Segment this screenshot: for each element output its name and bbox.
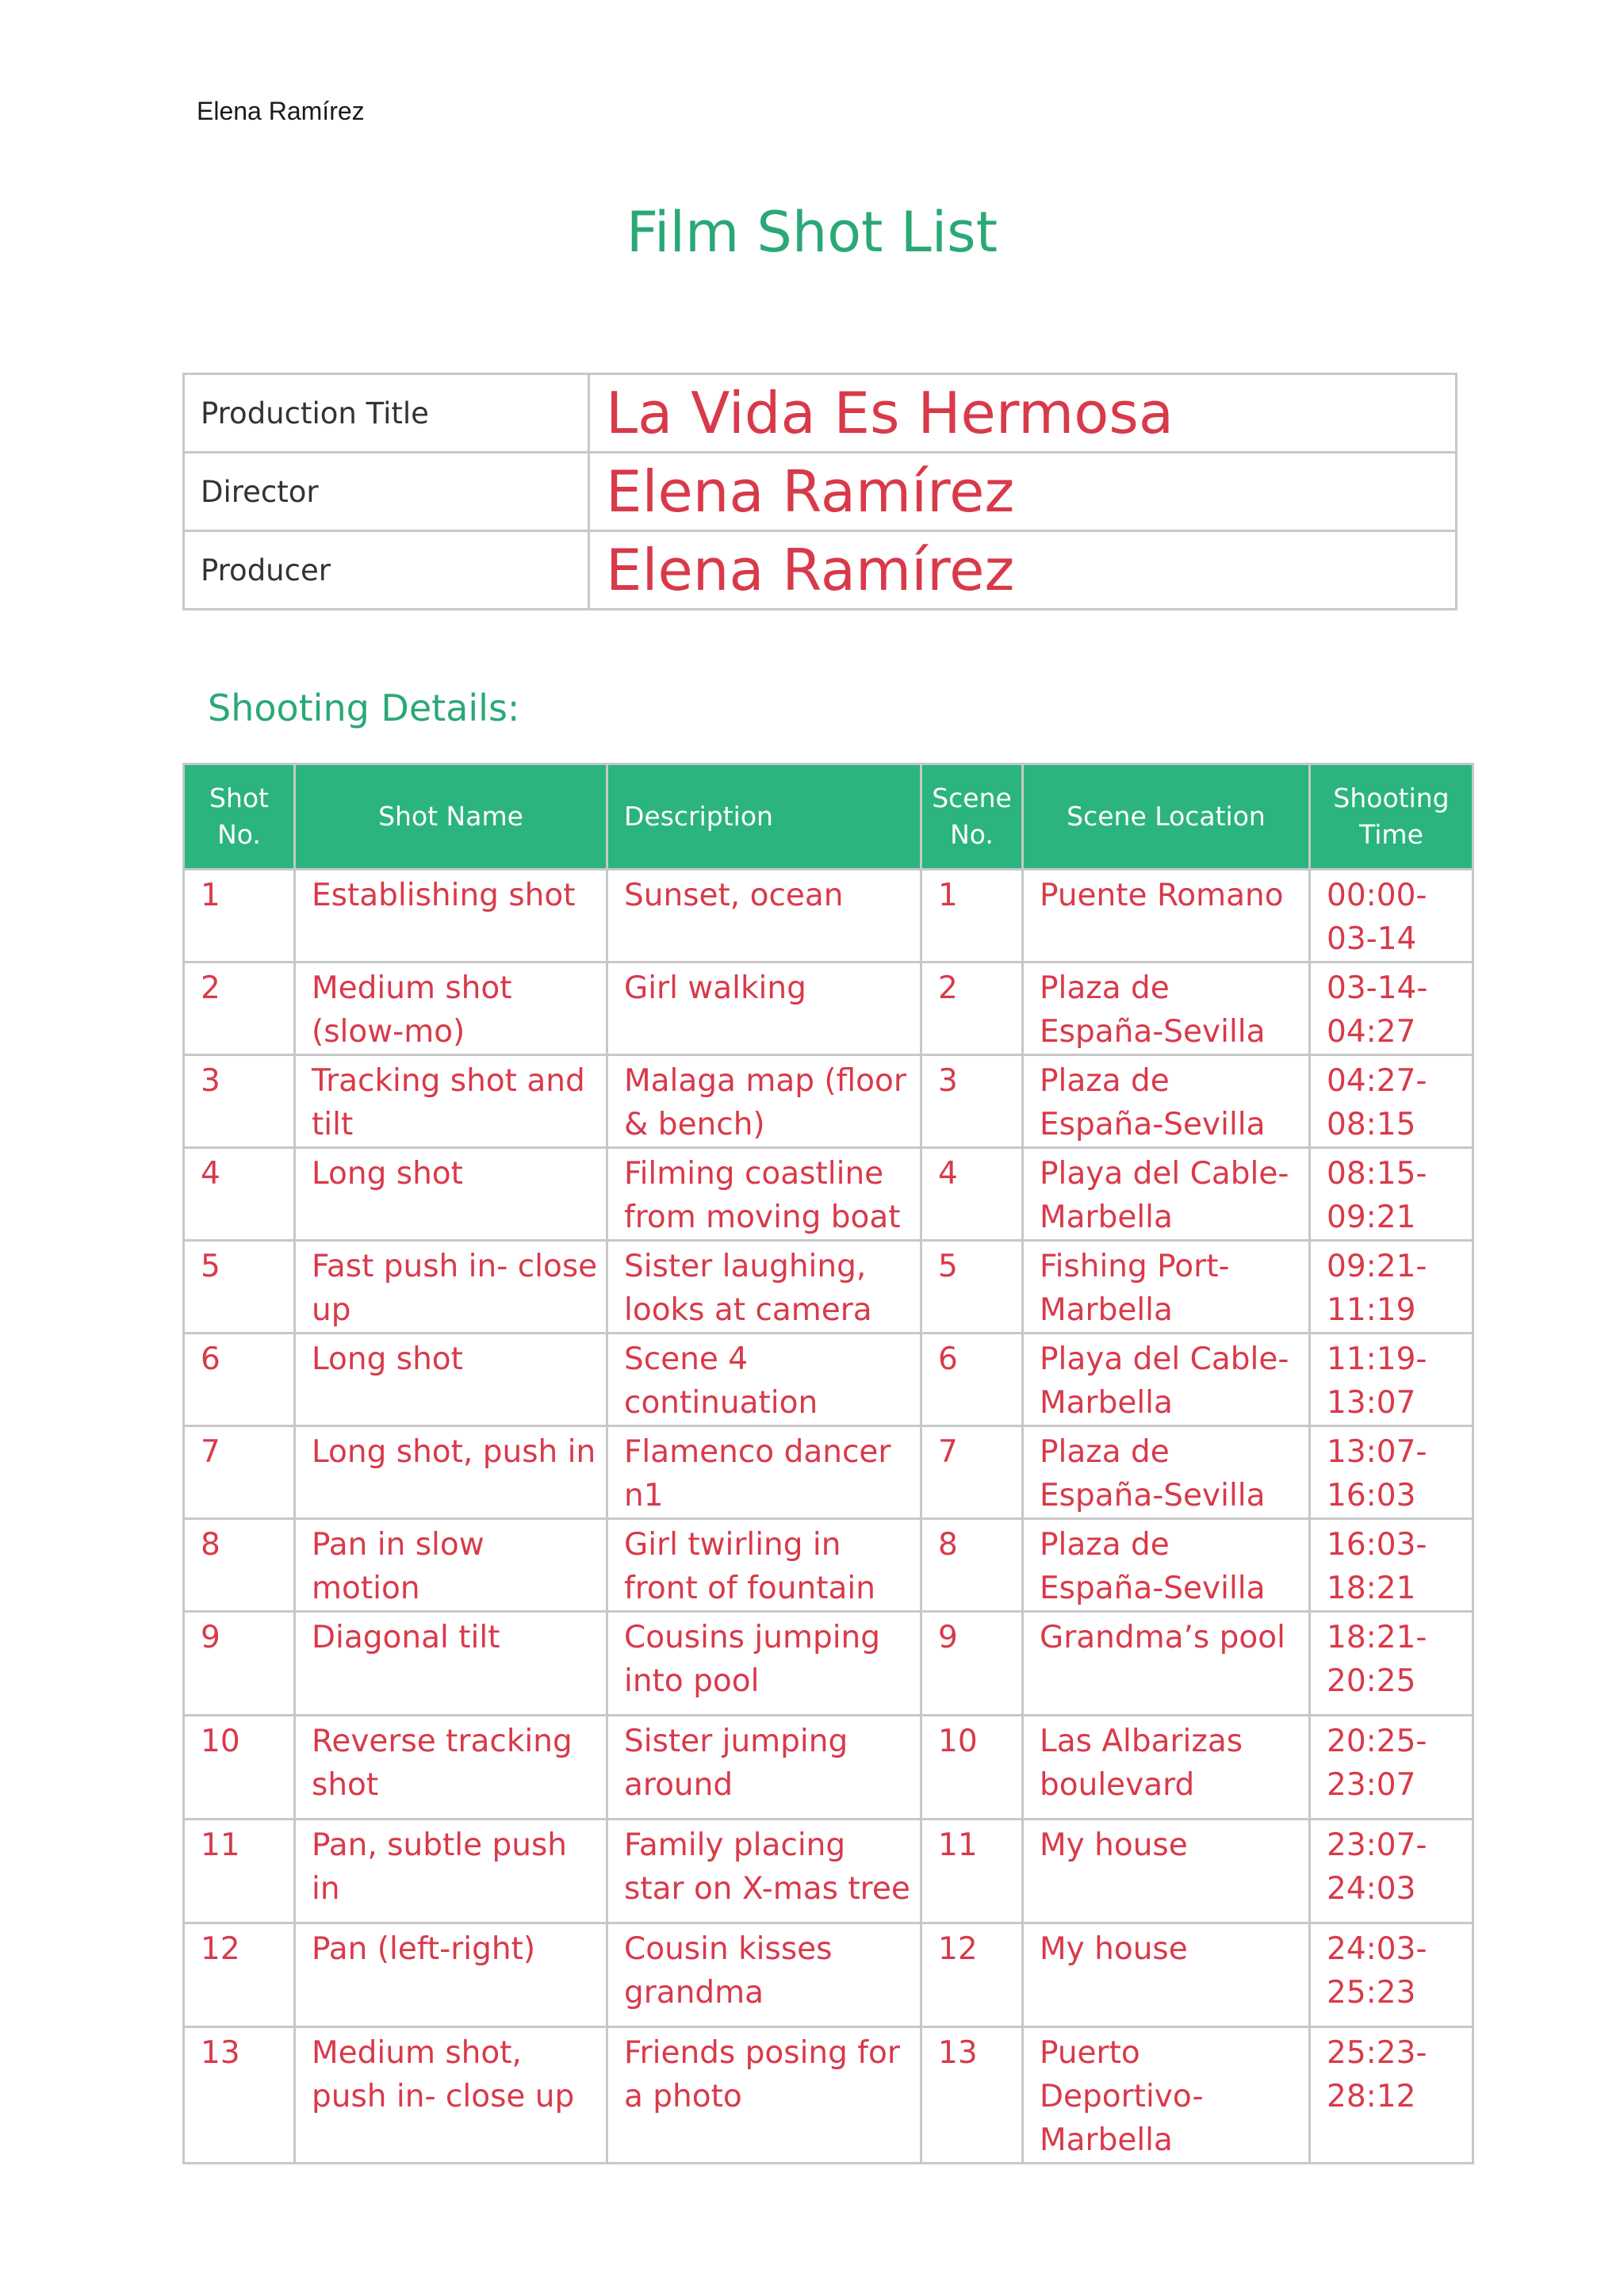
table-row [184,2027,1473,2164]
cell-shot-name: Establishing shot [295,870,607,962]
table-row [184,1426,1473,1519]
cell-shot-no: 2 [184,962,295,1055]
cell-scene-no: 9 [921,1612,1023,1716]
table-row [184,1519,1473,1612]
shooting-details-heading: Shooting Details: [208,687,520,729]
cell-description: Girl twirling in front of fountain [607,1519,921,1612]
table-header-row [184,764,1473,870]
cell-scene-location: Plaza de España-Sevilla [1023,1426,1310,1519]
cell-shot-name: Long shot, push in [295,1426,607,1519]
cell-scene-location: Plaza de España-Sevilla [1023,1055,1310,1148]
cell-description: Sunset, ocean [607,870,921,962]
cell-scene-location: Fishing Port-Marbella [1023,1241,1310,1334]
cell-shot-name: Tracking shot and tilt [295,1055,607,1148]
cell-scene-location: My house [1023,1923,1310,2027]
cell-scene-location: Plaza de España-Sevilla [1023,962,1310,1055]
shot-list-table [182,763,1474,2164]
cell-scene-no: 11 [921,1820,1023,1923]
cell-scene-location: Puente Romano [1023,870,1310,962]
cell-scene-no: 10 [921,1716,1023,1820]
production-title-value: La Vida Es Hermosa [589,374,1457,453]
producer-value: Elena Ramírez [589,531,1457,610]
col-header-scene-no: Scene No. [921,764,1023,870]
cell-shot-no: 5 [184,1241,295,1334]
cell-scene-no: 7 [921,1426,1023,1519]
cell-shooting-time: 00:00-03-14 [1310,870,1473,962]
cell-scene-no: 8 [921,1519,1023,1612]
cell-shot-name: Pan in slow motion [295,1519,607,1612]
cell-scene-no: 12 [921,1923,1023,2027]
cell-description: Cousin kisses grandma [607,1923,921,2027]
cell-shot-no: 7 [184,1426,295,1519]
table-row [184,962,1473,1055]
table-row [184,870,1473,962]
cell-shooting-time: 24:03-25:23 [1310,1923,1473,2027]
col-header-scene-location: Scene Location [1023,764,1310,870]
cell-scene-location: Grandma’s pool [1023,1612,1310,1716]
table-row [184,1055,1473,1148]
table-row [184,1334,1473,1426]
cell-shooting-time: 25:23-28:12 [1310,2027,1473,2164]
cell-shot-no: 10 [184,1716,295,1820]
cell-shot-no: 4 [184,1148,295,1241]
page-title: Film Shot List [626,200,998,265]
cell-shooting-time: 11:19-13:07 [1310,1334,1473,1426]
cell-shot-no: 8 [184,1519,295,1612]
cell-scene-location: My house [1023,1820,1310,1923]
col-header-shooting-time: Shooting Time [1310,764,1473,870]
cell-shooting-time: 03-14-04:27 [1310,962,1473,1055]
cell-shot-name: Diagonal tilt [295,1612,607,1716]
cell-shooting-time: 20:25-23:07 [1310,1716,1473,1820]
cell-description: Girl walking [607,962,921,1055]
cell-shot-name: Medium shot, push in- close up [295,2027,607,2164]
table-row [184,1820,1473,1923]
cell-description: Family placing star on X-mas tree [607,1820,921,1923]
production-title-label: Production Title [184,374,589,453]
producer-label: Producer [184,531,589,610]
cell-shot-name: Pan, subtle push in [295,1820,607,1923]
cell-scene-no: 3 [921,1055,1023,1148]
cell-scene-location: Puerto Deportivo-Marbella [1023,2027,1310,2164]
producer-row [184,531,1457,610]
director-value: Elena Ramírez [589,453,1457,531]
cell-shot-no: 12 [184,1923,295,2027]
cell-shot-name: Medium shot (slow-mo) [295,962,607,1055]
cell-shooting-time: 16:03-18:21 [1310,1519,1473,1612]
cell-scene-no: 6 [921,1334,1023,1426]
cell-shooting-time: 23:07-24:03 [1310,1820,1473,1923]
cell-shooting-time: 13:07-16:03 [1310,1426,1473,1519]
cell-shot-name: Fast push in- close up [295,1241,607,1334]
cell-shooting-time: 09:21-11:19 [1310,1241,1473,1334]
cell-shot-no: 11 [184,1820,295,1923]
cell-shot-name: Reverse tracking shot [295,1716,607,1820]
cell-scene-no: 4 [921,1148,1023,1241]
cell-shot-no: 3 [184,1055,295,1148]
cell-shot-name: Pan (left-right) [295,1923,607,2027]
cell-scene-location: Las Albarizas boulevard [1023,1716,1310,1820]
production-info-table [182,373,1457,610]
cell-scene-no: 5 [921,1241,1023,1334]
cell-description: Friends posing for a photo [607,2027,921,2164]
cell-shooting-time: 08:15-09:21 [1310,1148,1473,1241]
table-row [184,1612,1473,1716]
cell-description: Flamenco dancer n1 [607,1426,921,1519]
director-row [184,453,1457,531]
cell-shooting-time: 18:21-20:25 [1310,1612,1473,1716]
cell-scene-no: 2 [921,962,1023,1055]
director-label: Director [184,453,589,531]
cell-scene-no: 13 [921,2027,1023,2164]
cell-description: Filming coastline from moving boat [607,1148,921,1241]
cell-shot-no: 1 [184,870,295,962]
cell-shot-name: Long shot [295,1148,607,1241]
cell-description: Cousins jumping into pool [607,1612,921,1716]
table-row [184,1923,1473,2027]
cell-description: Sister laughing, looks at camera [607,1241,921,1334]
cell-shot-no: 6 [184,1334,295,1426]
cell-scene-no: 1 [921,870,1023,962]
cell-shot-name: Long shot [295,1334,607,1426]
table-row [184,1241,1473,1334]
cell-description: Sister jumping around [607,1716,921,1820]
col-header-description: Description [607,764,921,870]
cell-description: Malaga map (floor & bench) [607,1055,921,1148]
table-row [184,1716,1473,1820]
col-header-shot-name: Shot Name [295,764,607,870]
production-title-row [184,374,1457,453]
cell-shot-no: 13 [184,2027,295,2164]
cell-scene-location: Playa del Cable-Marbella [1023,1334,1310,1426]
header-author: Elena Ramírez [197,97,365,125]
cell-description: Scene 4 continuation [607,1334,921,1426]
cell-scene-location: Playa del Cable-Marbella [1023,1148,1310,1241]
col-header-shot-no: Shot No. [184,764,295,870]
cell-shot-no: 9 [184,1612,295,1716]
table-row [184,1148,1473,1241]
cell-scene-location: Plaza de España-Sevilla [1023,1519,1310,1612]
cell-shooting-time: 04:27-08:15 [1310,1055,1473,1148]
